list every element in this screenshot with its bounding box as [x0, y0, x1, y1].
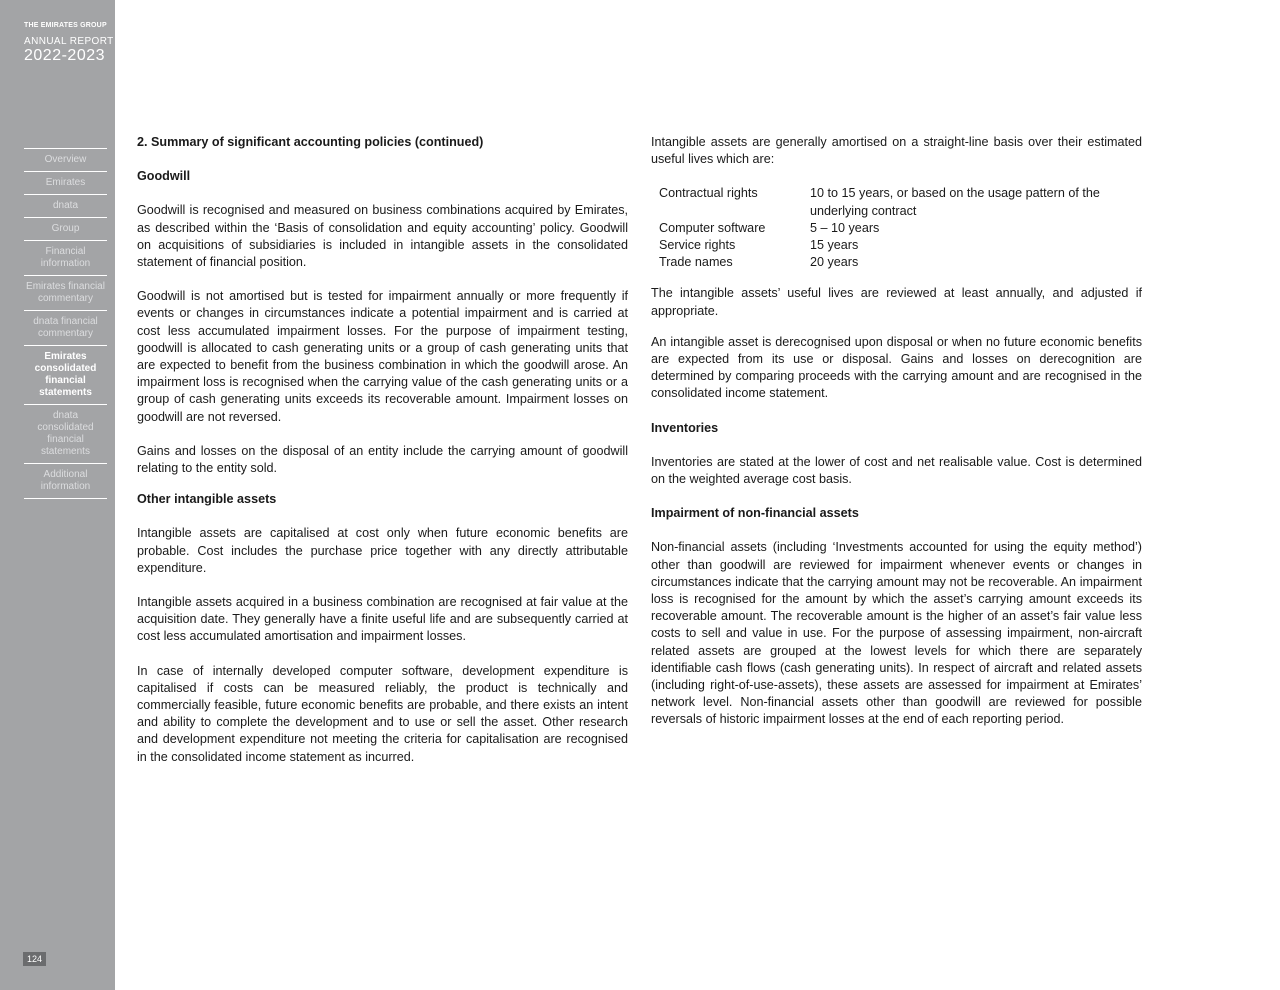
nav-item-dnata[interactable]: dnata: [24, 194, 107, 217]
table-row: [659, 220, 1141, 237]
useful-lives-review-paragraph: The intangible assets’ useful lives are reviewed at least annually, and adjusted if appropriate.: [651, 286, 1142, 318]
page-number: 124: [23, 952, 46, 966]
other-intangible-assets-paragraph-1: Intangible assets are capitalised at cost only when future economic benefits are probable. Cost includes the purchase price together with any directly attributable expenditure.: [137, 526, 628, 575]
impairment-heading: Impairment of non-financial assets: [651, 506, 859, 521]
report-year: 2022-2023: [24, 47, 106, 64]
amortisation-intro: Intangible assets are generally amortised on a straight-line basis over their estimated useful lives which are:: [651, 135, 1142, 167]
other-intangible-assets-paragraph-2: Intangible assets acquired in a business combination are recognised at fair value at the acquisition date. They generally have a finite useful life and are subsequently carried at cost less accumulated amortisation and impairment losses.: [137, 595, 628, 644]
other-intangible-assets-paragraph-3: In case of internally developed computer software, development expenditure is capitalised if costs can be measured reliably, the product is technically and commercially feasible, future economic benefits are probable, and there exists an intent and ability to complete the development and to use or sell the asset. Other research and development expenditure not meeting the criteria for capitalisation are recognised in the consolidated income statement as incurred.: [137, 663, 628, 764]
nav-item-emirates-consolidated-financial-statements[interactable]: Emirates consolidated financial statements: [24, 345, 107, 404]
derecognition-paragraph: An intangible asset is derecognised upon disposal or when no future economic benefits are expected from its use or disposal. Gains and losses on derecognition are determined by comparing proceeds with the carrying amount and are recognised in the consolidated income statement.: [651, 334, 1142, 401]
nav-item-emirates[interactable]: Emirates: [24, 171, 107, 194]
nav-item-financial-information[interactable]: Financial information: [24, 240, 107, 275]
asset-type: Computer software: [659, 220, 766, 235]
asset-type: Trade names: [659, 255, 733, 270]
nav-item-group[interactable]: Group: [24, 217, 107, 240]
goodwill-heading: Goodwill: [137, 169, 191, 184]
sidebar-nav: [24, 148, 107, 499]
table-row: [659, 237, 1141, 254]
asset-type: Service rights: [659, 238, 736, 253]
goodwill-paragraph-2: Goodwill is not amortised but is tested for impairment annually or more frequently if events or changes in circumstances indicate a potential impairment and is carried at cost less accumulated impairment losses. For the purpose of impairment testing, goodwill is allocated to cash generating units or a group of cash generating units that are expected to benefit from the business combination in which the goodwill arose. An impairment loss is recognised when the carrying value of the cash generating units or a group of cash generating units exceeds its recoverable amount. Impairment losses on goodwill are not reversed.: [137, 289, 628, 424]
impairment-paragraph: Non-financial assets (including ‘Investments accounted for using the equity method’) other than goodwill are reviewed for impairment whenever events or changes in circumstances indicate that the carrying amount may not be recoverable. An impairment loss is recognised for the amount by which the asset’s carrying amount exceeds its recoverable amount. The recoverable amount is the higher of an asset’s fair value less costs to sell and value in use. For the purpose of assessing impairment, non-aircraft related assets are grouped at the lowest levels for which there are separately identifiable cash flows (cash generating units). In respect of aircraft and related assets (including right-of-use-assets), these assets are assessed for impairment at Emirates’ network level. Non-financial assets other than goodwill are reviewed for possible reversals of historic impairment losses at the end of each reporting period.: [651, 540, 1142, 727]
report-title: ANNUAL REPORT: [24, 36, 114, 47]
asset-type: Contractual rights: [659, 186, 758, 201]
nav-item-overview[interactable]: Overview: [24, 148, 107, 171]
useful-life: 5 – 10 years: [810, 220, 880, 235]
goodwill-paragraph-3: Gains and losses on the disposal of an entity include the carrying amount of goodwill relating to the entity sold.: [137, 443, 628, 476]
sidebar: [0, 0, 115, 990]
goodwill-paragraph-1: Goodwill is recognised and measured on business combinations acquired by Emirates, as described within the ‘Basis of consolidation and equity accounting’ policy. Goodwill on acquisitions of subsidiaries is included in intangible assets in the consolidated statement of financial position.: [137, 203, 628, 270]
table-row: [659, 185, 1141, 219]
nav-item-emirates-financial-commentary[interactable]: Emirates financial commentary: [24, 275, 107, 310]
company-name: THE EMIRATES GROUP: [24, 22, 107, 29]
useful-life: 20 years: [810, 255, 859, 270]
section-title: 2. Summary of significant accounting policies (continued): [137, 135, 484, 149]
right-column: [651, 134, 1142, 729]
inventories-paragraph: Inventories are stated at the lower of cost and net realisable value. Cost is determined on the weighted average cost basis.: [651, 454, 1142, 487]
nav-item-additional-information[interactable]: Additional information: [24, 463, 107, 499]
useful-lives-table: [659, 185, 1141, 271]
inventories-heading: Inventories: [651, 420, 719, 435]
other-intangible-assets-heading: Other intangible assets: [137, 492, 277, 507]
nav-item-dnata-financial-commentary[interactable]: dnata financial commentary: [24, 310, 107, 345]
useful-life: 15 years: [810, 238, 859, 253]
useful-life: 10 to 15 years, or based on the usage pattern of the underlying contract: [810, 186, 1100, 218]
left-column: [137, 134, 628, 766]
nav-item-dnata-consolidated-financial-statements[interactable]: dnata consolidated financial statements: [24, 404, 107, 463]
table-row: [659, 254, 1141, 271]
report-brand: [24, 22, 114, 65]
